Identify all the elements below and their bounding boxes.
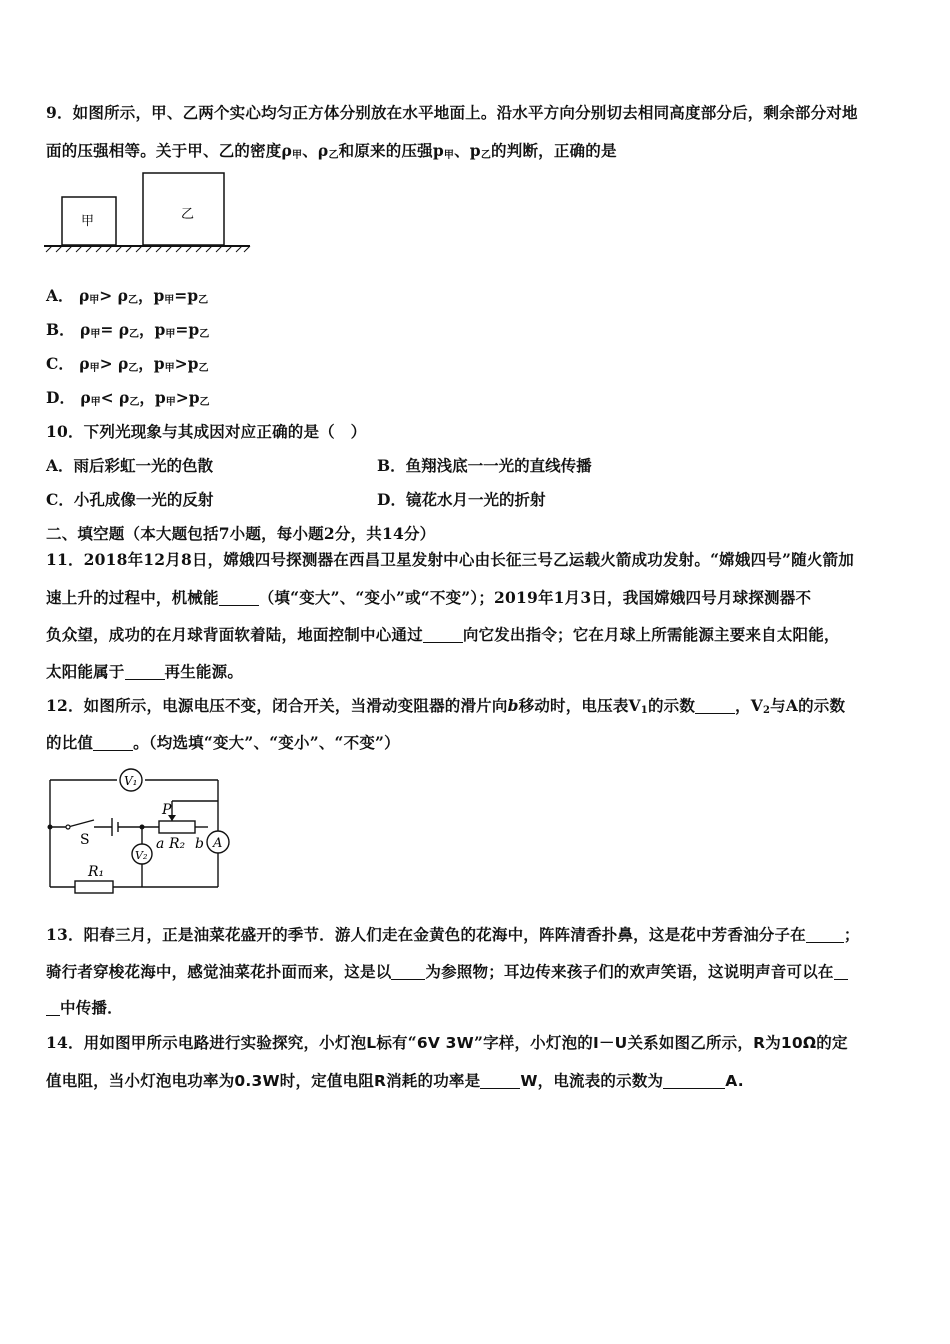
q11-blank-1[interactable]	[219, 591, 259, 606]
q10-option-b[interactable]: B．鱼翔浅底一一光的直线传播	[377, 456, 592, 475]
q9-cubes-figure	[44, 170, 254, 254]
section-title: 二、填空题（本大题包括7小题，每小题2分，共14分）	[46, 524, 436, 543]
q10-stem: 10．下列光现象与其成因对应正确的是（ ）	[46, 422, 367, 441]
q13-blank-1[interactable]	[806, 928, 844, 943]
q9-option-a[interactable]: A． $\rho_甲> \rho_乙$，$p_甲=p_乙$	[46, 286, 209, 306]
meter-v1-label: V₁	[124, 774, 138, 788]
q14-line2: 值电阻，当小灯泡电功率为0.3W时，定值电阻R消耗的功率是 W，电流表的示数为 A.	[46, 1071, 744, 1090]
switch-pivot	[66, 825, 70, 829]
junction-v2	[140, 825, 145, 830]
cube-jia-label: 甲	[81, 214, 95, 229]
q12-blank-1[interactable]	[695, 699, 735, 714]
q13-blank-3a[interactable]	[834, 965, 848, 980]
r2-b-label: b	[195, 836, 204, 852]
cube-yi-label: 乙	[181, 207, 195, 222]
q12-line2: 的比值 。（均选填“变大”、“变小”、“不变”）	[46, 733, 400, 752]
q13-blank-2[interactable]	[391, 965, 425, 980]
q11-line3: 负众望，成功的在月球背面软着陆，地面控制中心通过 向它发出指令；它在月球上所需能源主要来自太阳能，	[46, 625, 840, 644]
q11-blank-3[interactable]	[125, 665, 165, 680]
slider-p-label: P	[162, 802, 172, 818]
q13-line3: 中传播．	[46, 996, 123, 1018]
meter-a-label: A	[213, 836, 223, 851]
junction-left	[48, 825, 53, 830]
q12-line1: 12．如图所示，电源电压不变，闭合开关，当滑动变阻器的滑片向b移动时，电压表$V_1$的示数 ，$V_2$与A的示数	[46, 696, 846, 716]
q14-blank-1[interactable]	[480, 1074, 520, 1089]
q9-stem-line1: 9．如图所示，甲、乙两个实心均匀正方体分别放在水平地面上。沿水平方向分别切去相同高度部分后，剩余部分对地	[46, 103, 858, 122]
q9-stem-line2: 面的压强相等。关于甲、乙的密度$\rho_甲$、$\rho_乙$和原来的压强$p_甲$、$p_乙$的判断，正确的是	[46, 141, 617, 161]
q11-blank-2[interactable]	[423, 628, 463, 643]
switch-s-label: S	[80, 832, 90, 848]
q13-blank-3b[interactable]	[46, 1001, 60, 1016]
r2-label: R₂	[169, 836, 186, 852]
q13-line2: 骑行者穿梭花海中，感觉油菜花扑面而来，这是以 为参照物；耳边传来孩子们的欢声笑语，这说明声音可以在	[46, 960, 848, 982]
q13-line1: 13．阳春三月，正是油菜花盛开的季节．游人们走在金黄色的花海中，阵阵清香扑鼻，这是花中芳香油分子在 ；	[46, 925, 860, 944]
q12-circuit-diagram	[44, 764, 240, 894]
q11-line2: 速上升的过程中，机械能 （填“变大”、“变小”或“不变”）；2019年1月3日，我国嫦娥四号月球探测器不	[46, 588, 812, 607]
q11-line4: 太阳能属于 再生能源。	[46, 662, 244, 681]
meter-v2-label: V₂	[135, 849, 148, 862]
q14-blank-2[interactable]	[663, 1074, 725, 1089]
r1-label: R₁	[88, 864, 105, 880]
r2-a-label: a	[156, 836, 165, 852]
q12-blank-2[interactable]	[93, 736, 133, 751]
q10-option-d[interactable]: D．镜花水月一光的折射	[377, 490, 546, 509]
q10-option-c[interactable]: C．小孔成像一光的反射	[46, 490, 214, 509]
q9-option-d[interactable]: D． $\rho_甲< \rho_乙$，$p_甲>p_乙$	[46, 388, 210, 408]
q10-option-a[interactable]: A．雨后彩虹一光的色散	[46, 456, 214, 475]
q11-line1: 11．2018年12月8日，嫦娥四号探测器在西昌卫星发射中心由长征三号乙运载火箭成功发射。“嫦娥四号”随火箭加	[46, 550, 854, 569]
q9-option-c[interactable]: C． $\rho_甲> \rho_乙$，$p_甲>p_乙$	[46, 354, 209, 374]
q14-line1: 14．用如图甲所示电路进行实验探究，小灯泡L标有“6V 3W”字样，小灯泡的I－U关系如图乙所示，R为10Ω的定	[46, 1033, 848, 1052]
q9-option-b[interactable]: B． $\rho_甲= \rho_乙$，$p_甲=p_乙$	[46, 320, 210, 340]
